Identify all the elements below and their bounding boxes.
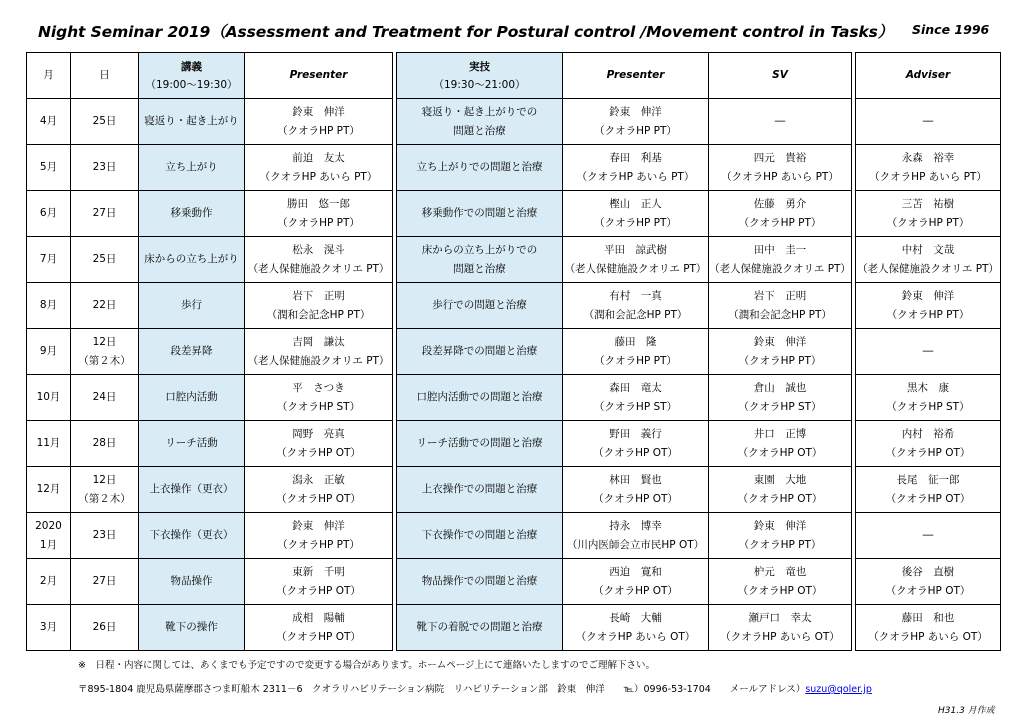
- presenter2-line1: 藤田 隆: [614, 335, 657, 348]
- table-row: [27, 191, 1001, 237]
- presenter2-cell: [563, 421, 709, 467]
- presenter2-line1: 鈴東 伸洋: [609, 105, 662, 118]
- adviser-cell: [856, 513, 1001, 559]
- month-header: 月: [27, 53, 71, 99]
- presenter2-line2: （クオラHP PT）: [594, 216, 677, 229]
- lecture-cell: [139, 283, 245, 329]
- sv-cell: [709, 605, 852, 651]
- presenter2-cell: [563, 191, 709, 237]
- sv-cell: [709, 283, 852, 329]
- presenter1-header: Presenter: [245, 53, 393, 99]
- presenter2-line2: （クオラHP PT）: [594, 124, 677, 137]
- practice-cell: [397, 605, 563, 651]
- presenter1-line2: （クオラHP OT）: [276, 492, 361, 505]
- presenter1-line2: （老人保健施設クオリエ PT）: [247, 354, 390, 367]
- month-text: 4月: [39, 115, 58, 127]
- presenter2-cell: [563, 605, 709, 651]
- presenter2-header: Presenter: [563, 53, 709, 99]
- presenter2-line1: 平田 諒武樹: [604, 243, 667, 256]
- adviser-cell: [856, 559, 1001, 605]
- presenter2-line1: 野田 義行: [609, 427, 662, 440]
- day-cell: [71, 421, 139, 467]
- sv-line1: 鈴東 伸洋: [753, 335, 807, 348]
- day-cell: [71, 191, 139, 237]
- month-cell: [27, 191, 71, 237]
- adviser-cell: [856, 329, 1001, 375]
- month-text: 6月: [39, 207, 58, 219]
- adviser-cell: [856, 145, 1001, 191]
- lecture-time: （19:00～19:30）: [145, 78, 238, 91]
- sv-line2: （クオラHP ST）: [738, 400, 822, 413]
- lecture-topic: 立ち上がり: [165, 161, 218, 173]
- presenter2-line2: （クオラHP OT）: [593, 446, 678, 459]
- presenter2-line2: （クオラHP OT）: [593, 492, 678, 505]
- sv-line1: 倉山 誠也: [753, 381, 807, 394]
- presenter1-cell: [245, 329, 393, 375]
- adviser-line1: 長尾 征一郎: [896, 473, 960, 486]
- practice-cell: [397, 237, 563, 283]
- day-cell: [71, 329, 139, 375]
- day-cell: [71, 513, 139, 559]
- practice-cell: [397, 191, 563, 237]
- lecture-topic: 下衣操作（更衣）: [149, 529, 234, 541]
- sv-line1: 佐藤 勇介: [753, 197, 807, 210]
- lecture-cell: [139, 513, 245, 559]
- practice-time: （19:30～21:00）: [433, 78, 526, 91]
- day-cell: [71, 559, 139, 605]
- lecture-cell: [139, 467, 245, 513]
- adviser-line1: ―: [922, 345, 934, 357]
- practice-line1: 段差昇降での問題と治療: [421, 345, 538, 357]
- presenter2-line2: （潤和会記念HP PT）: [583, 308, 688, 321]
- practice-cell: [397, 467, 563, 513]
- presenter2-line2: （クオラHP OT）: [593, 584, 678, 597]
- presenter2-line1: 有村 一真: [609, 289, 662, 302]
- table-row: [27, 513, 1001, 559]
- presenter2-line2: （クオラHP あいら OT）: [575, 630, 696, 643]
- adviser-line2: （クオラHP あいら OT）: [868, 630, 988, 643]
- sv-cell: [709, 191, 852, 237]
- lecture-title: 講義: [181, 60, 202, 73]
- day-cell: [71, 605, 139, 651]
- adviser-header: Adviser: [856, 53, 1001, 99]
- presenter1-cell: [245, 191, 393, 237]
- presenter1-cell: [245, 237, 393, 283]
- practice-cell: [397, 375, 563, 421]
- presenter1-line2: （クオラHP OT）: [276, 584, 361, 597]
- adviser-line1: ―: [922, 529, 934, 541]
- day-line2: （第２木）: [78, 492, 131, 505]
- practice-line1: 移乗動作での問題と治療: [421, 207, 538, 219]
- sv-line2: （クオラHP OT）: [737, 446, 823, 459]
- presenter1-line2: （クオラHP OT）: [276, 446, 361, 459]
- presenter1-line1: 平 さつき: [292, 381, 345, 394]
- practice-line1: 靴下の着脱での問題と治療: [416, 621, 543, 633]
- practice-cell: [397, 329, 563, 375]
- adviser-line1: ―: [922, 115, 934, 127]
- lecture-cell: [139, 375, 245, 421]
- day-line1: 23日: [92, 529, 117, 541]
- presenter2-line1: 長崎 大輔: [609, 611, 662, 624]
- presenter1-line1: 潟永 正敏: [292, 473, 345, 486]
- presenter1-cell: [245, 99, 393, 145]
- practice-line1: 下衣操作での問題と治療: [421, 529, 538, 541]
- lecture-cell: [139, 191, 245, 237]
- adviser-line1: 後谷 直樹: [901, 565, 955, 578]
- sv-line2: （クオラHP OT）: [737, 584, 823, 597]
- lecture-topic: 口腔内活動: [165, 391, 218, 403]
- presenter1-cell: [245, 421, 393, 467]
- sv-line1: 井口 正博: [753, 427, 807, 440]
- practice-cell: [397, 99, 563, 145]
- sv-cell: [709, 99, 852, 145]
- presenter1-line1: 吉岡 謙汰: [292, 335, 345, 348]
- presenter1-cell: [245, 513, 393, 559]
- practice-line1: 歩行での問題と治療: [432, 299, 527, 311]
- sv-line1: 四元 貴裕: [753, 151, 807, 164]
- practice-line2: 問題と治療: [453, 124, 506, 137]
- table-row: [27, 559, 1001, 605]
- header-row: [27, 53, 1001, 99]
- lecture-topic: 移乗動作: [170, 207, 213, 219]
- presenter2-line2: （老人保健施設クオリエ PT）: [564, 262, 707, 275]
- sv-line1: 枦元 竜也: [753, 565, 807, 578]
- table-row: [27, 99, 1001, 145]
- presenter1-line2: （潤和会記念HP PT）: [266, 308, 371, 321]
- presenter1-line2: （クオラHP OT）: [276, 630, 361, 643]
- day-line1: 22日: [92, 299, 117, 311]
- day-cell: [71, 145, 139, 191]
- month-cell: [27, 559, 71, 605]
- month-text: 7月: [39, 253, 58, 265]
- presenter2-cell: [563, 559, 709, 605]
- lecture-topic: 上衣操作（更衣）: [149, 483, 234, 495]
- adviser-cell: [856, 375, 1001, 421]
- presenter2-line1: 春田 利基: [609, 151, 662, 164]
- day-line1: 23日: [92, 161, 117, 173]
- lecture-cell: [139, 329, 245, 375]
- presenter2-line2: （クオラHP PT）: [594, 354, 677, 367]
- month-cell: [27, 513, 71, 559]
- presenter1-cell: [245, 145, 393, 191]
- adviser-line1: 黒木 康: [907, 381, 949, 394]
- month-cell: [27, 145, 71, 191]
- adviser-line2: （クオラHP ST）: [886, 400, 970, 413]
- adviser-line1: 藤田 和也: [901, 611, 955, 624]
- practice-line1: 上衣操作での問題と治療: [421, 483, 538, 495]
- sv-line2: （クオラHP PT）: [738, 216, 822, 229]
- practice-line1: 寝返り・起き上がりでの: [421, 105, 538, 118]
- practice-cell: [397, 513, 563, 559]
- table-row: [27, 605, 1001, 651]
- presenter2-cell: [563, 145, 709, 191]
- practice-line1: 床からの立ち上がりでの: [421, 243, 538, 256]
- month-text: 11月: [36, 437, 61, 449]
- sv-line2: （クオラHP あいら OT）: [720, 630, 840, 643]
- presenter2-cell: [563, 329, 709, 375]
- lecture-header: [139, 53, 245, 99]
- adviser-line1: 内村 裕希: [901, 427, 955, 440]
- presenter2-cell: [563, 375, 709, 421]
- lecture-topic: 歩行: [181, 299, 202, 311]
- day-line1: 12日: [92, 473, 117, 486]
- adviser-line2: （クオラHP PT）: [886, 308, 970, 321]
- month-cell: [27, 329, 71, 375]
- practice-header: [397, 53, 563, 99]
- adviser-cell: [856, 237, 1001, 283]
- sv-line1: 田中 圭一: [753, 243, 807, 256]
- presenter2-line1: 持永 博幸: [609, 519, 662, 532]
- practice-line1: リーチ活動での問題と治療: [416, 437, 543, 449]
- contact-address: [78, 681, 872, 695]
- month-text: 12月: [36, 483, 61, 495]
- sv-line2: （潤和会記念HP PT）: [728, 308, 832, 321]
- lecture-topic: 物品操作: [170, 575, 213, 587]
- table-row: [27, 467, 1001, 513]
- sv-line2: （クオラHP OT）: [737, 492, 823, 505]
- practice-line1: 物品操作での問題と治療: [421, 575, 538, 587]
- presenter2-line1: 樫山 正人: [609, 197, 662, 210]
- schedule-note: ※ 日程・内容に関しては、あくまでも予定ですので変更する場合があります。ホームページ上にて連絡いたしますのでご理解下さい。: [78, 660, 656, 671]
- lecture-topic: 床からの立ち上がり: [144, 253, 239, 265]
- table-row: [27, 421, 1001, 467]
- table-row: [27, 329, 1001, 375]
- practice-line1: 口腔内活動での問題と治療: [416, 391, 543, 403]
- sv-line2: （クオラHP あいら PT）: [721, 170, 839, 183]
- month-cell: [27, 421, 71, 467]
- day-line1: 28日: [92, 437, 117, 449]
- month-text: 8月: [39, 299, 58, 311]
- month-cell: [27, 283, 71, 329]
- presenter2-cell: [563, 513, 709, 559]
- document-title: Night Seminar 2019（Assessment and Treatment for Postural control /Movement control in Tasks）: [38, 23, 894, 41]
- sv-line1: ―: [774, 115, 786, 127]
- sv-line1: 東園 大地: [753, 473, 807, 486]
- month-cell: [27, 467, 71, 513]
- created-date: H31.3 月作成: [938, 706, 995, 716]
- sv-cell: [709, 145, 852, 191]
- schedule-body: [27, 99, 1001, 651]
- table-row: [27, 375, 1001, 421]
- presenter2-line1: 森田 竜太: [609, 381, 662, 394]
- lecture-topic: 靴下の操作: [165, 621, 218, 633]
- lecture-cell: [139, 605, 245, 651]
- presenter1-line2: （クオラHP PT）: [277, 216, 360, 229]
- month-text: 3月: [39, 621, 58, 633]
- lecture-topic: 寝返り・起き上がり: [144, 115, 239, 127]
- email-link[interactable]: suzu@qoler.jp: [805, 684, 872, 695]
- month-text: 2月: [39, 575, 58, 587]
- adviser-cell: [856, 467, 1001, 513]
- adviser-line1: 永森 裕幸: [901, 151, 955, 164]
- sv-cell: [709, 513, 852, 559]
- month-cell: [27, 375, 71, 421]
- day-header: 日: [71, 53, 139, 99]
- presenter2-cell: [563, 467, 709, 513]
- sv-line2: （老人保健施設クオリエ PT）: [709, 262, 851, 275]
- day-cell: [71, 283, 139, 329]
- presenter1-line1: 鈴東 伸洋: [292, 519, 345, 532]
- sv-cell: [709, 329, 852, 375]
- presenter2-line1: 西迫 寛和: [609, 565, 662, 578]
- day-line2: （第２木）: [78, 354, 131, 367]
- practice-cell: [397, 421, 563, 467]
- lecture-cell: [139, 559, 245, 605]
- day-line1: 25日: [92, 115, 117, 127]
- presenter1-line2: （クオラHP PT）: [277, 538, 360, 551]
- presenter1-cell: [245, 605, 393, 651]
- day-cell: [71, 99, 139, 145]
- sv-line1: 岩下 正明: [753, 289, 807, 302]
- sv-cell: [709, 237, 852, 283]
- schedule-table: [26, 52, 1001, 651]
- lecture-topic: リーチ活動: [165, 437, 218, 449]
- practice-line1: 立ち上がりでの問題と治療: [416, 161, 543, 173]
- month-cell: [27, 99, 71, 145]
- adviser-line2: （クオラHP OT）: [885, 446, 971, 459]
- sv-line2: （クオラHP PT）: [738, 538, 822, 551]
- day-line1: 12日: [92, 335, 117, 348]
- adviser-line1: 鈴東 伸洋: [901, 289, 955, 302]
- since-label: Since 1996: [912, 22, 990, 37]
- month-text: 9月: [39, 345, 58, 357]
- presenter2-line2: （川内医師会立市民HP OT）: [566, 538, 705, 551]
- adviser-cell: [856, 605, 1001, 651]
- presenter2-cell: [563, 237, 709, 283]
- day-line1: 26日: [92, 621, 117, 633]
- adviser-line2: （老人保健施設クオリエ PT）: [857, 262, 999, 275]
- adviser-line1: 三苫 祐樹: [901, 197, 955, 210]
- presenter1-line1: 勝田 悠一郎: [287, 197, 350, 210]
- presenter2-line2: （クオラHP あいら PT）: [576, 170, 695, 183]
- sv-header: SV: [709, 53, 852, 99]
- presenter2-cell: [563, 99, 709, 145]
- presenter2-line2: （クオラHP ST）: [593, 400, 678, 413]
- presenter1-line1: 成相 陽輔: [292, 611, 345, 624]
- presenter1-line1: 松永 滉斗: [292, 243, 345, 256]
- sv-cell: [709, 421, 852, 467]
- day-cell: [71, 237, 139, 283]
- presenter1-line2: （老人保健施設クオリエ PT）: [247, 262, 390, 275]
- presenter1-line1: 岩下 正明: [292, 289, 345, 302]
- presenter1-line1: 東新 千明: [292, 565, 345, 578]
- adviser-cell: [856, 99, 1001, 145]
- month-line2: 1月: [39, 538, 58, 551]
- presenter1-cell: [245, 467, 393, 513]
- month-line1: 2020: [35, 519, 62, 532]
- day-line1: 27日: [92, 575, 117, 587]
- presenter1-cell: [245, 283, 393, 329]
- lecture-cell: [139, 145, 245, 191]
- presenter2-cell: [563, 283, 709, 329]
- sv-cell: [709, 559, 852, 605]
- adviser-line2: （クオラHP PT）: [886, 216, 970, 229]
- presenter1-line1: 前迫 友太: [292, 151, 345, 164]
- practice-line2: 問題と治療: [453, 262, 506, 275]
- presenter1-line1: 鈴東 伸洋: [292, 105, 345, 118]
- table-row: [27, 145, 1001, 191]
- month-text: 5月: [39, 161, 58, 173]
- presenter1-line2: （クオラHP ST）: [276, 400, 361, 413]
- sv-cell: [709, 375, 852, 421]
- presenter1-cell: [245, 375, 393, 421]
- table-row: [27, 237, 1001, 283]
- day-line1: 25日: [92, 253, 117, 265]
- sv-line1: 瀬戸口 幸太: [748, 611, 812, 624]
- day-line1: 24日: [92, 391, 117, 403]
- presenter1-cell: [245, 559, 393, 605]
- lecture-cell: [139, 99, 245, 145]
- practice-cell: [397, 145, 563, 191]
- adviser-line2: （クオラHP OT）: [885, 492, 971, 505]
- presenter1-line2: （クオラHP PT）: [277, 124, 360, 137]
- table-row: [27, 283, 1001, 329]
- sv-cell: [709, 467, 852, 513]
- sv-line1: 鈴東 伸洋: [753, 519, 807, 532]
- presenter1-line1: 岡野 亮真: [292, 427, 345, 440]
- day-cell: [71, 375, 139, 421]
- month-cell: [27, 237, 71, 283]
- lecture-cell: [139, 421, 245, 467]
- adviser-cell: [856, 283, 1001, 329]
- practice-cell: [397, 283, 563, 329]
- month-cell: [27, 605, 71, 651]
- adviser-line1: 中村 文哉: [901, 243, 955, 256]
- presenter2-line1: 林田 賢也: [609, 473, 662, 486]
- adviser-line2: （クオラHP あいら PT）: [869, 170, 987, 183]
- month-text: 10月: [36, 391, 61, 403]
- adviser-cell: [856, 421, 1001, 467]
- lecture-topic: 段差昇降: [170, 345, 213, 357]
- practice-title: 実技: [469, 60, 490, 73]
- adviser-cell: [856, 191, 1001, 237]
- presenter1-line2: （クオラHP あいら PT）: [259, 170, 378, 183]
- day-cell: [71, 467, 139, 513]
- lecture-cell: [139, 237, 245, 283]
- day-line1: 27日: [92, 207, 117, 219]
- adviser-line2: （クオラHP OT）: [885, 584, 971, 597]
- sv-line2: （クオラHP PT）: [738, 354, 822, 367]
- address-text: 〒895-1804 鹿児島県薩摩郡さつま町船木 2311－6 クオラリハビリテーション病院 リハビリテーション部 鈴東 伸洋 ℡）0996-53-1704 メールアドレス）: [78, 684, 806, 695]
- practice-cell: [397, 559, 563, 605]
